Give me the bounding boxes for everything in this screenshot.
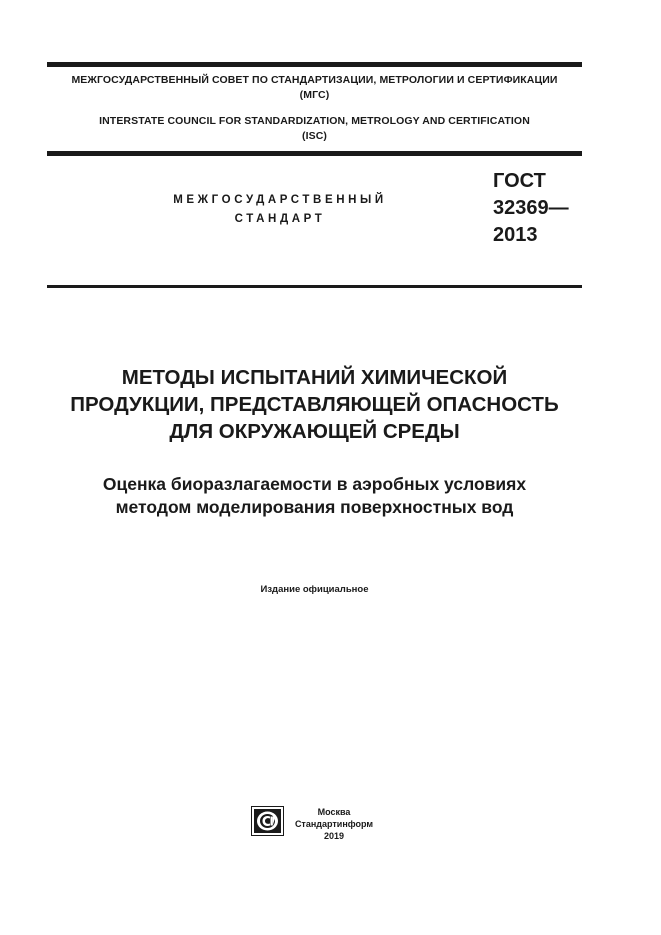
gost-year: 2013 <box>493 224 538 246</box>
standard-type-line1: МЕЖГОСУДАРСТВЕННЫЙ <box>173 194 387 206</box>
publication-year: 2019 <box>323 831 345 841</box>
council-name-en <box>47 114 582 144</box>
standartinform-logo-icon <box>251 806 284 836</box>
subtitle-line2: методом моделирования поверхностных вод <box>115 497 514 517</box>
council-abbr-en: (ISC) <box>302 130 327 142</box>
gost-designation <box>493 168 569 249</box>
council-name-en-line1: INTERSTATE COUNCIL FOR STANDARDIZATION, METROLOGY AND CERTIFICATION <box>99 115 530 127</box>
subtitle-line1: Оценка биоразлагаемости в аэробных условиях <box>102 474 527 494</box>
publisher-city: Москва <box>317 807 351 817</box>
council-abbr-ru: (МГС) <box>299 89 330 101</box>
document-subtitle <box>40 473 589 519</box>
middle-rule <box>47 151 582 156</box>
document-title <box>40 364 589 445</box>
top-rule <box>47 62 582 67</box>
title-line3: ДЛЯ ОКРУЖАЮЩЕЙ СРЕДЫ <box>169 420 460 443</box>
bottom-rule <box>47 285 582 288</box>
title-line2: ПРОДУКЦИИ, ПРЕДСТАВЛЯЮЩЕЙ ОПАСНОСТЬ <box>70 393 559 416</box>
gost-number: 32369— <box>493 197 569 219</box>
gost-prefix: ГОСТ <box>493 170 546 192</box>
council-name-ru-line1: МЕЖГОСУДАРСТВЕННЫЙ СОВЕТ ПО СТАНДАРТИЗАЦИИ, МЕТРОЛОГИИ И СЕРТИФИКАЦИИ <box>71 74 558 86</box>
publisher-name: Стандартинформ <box>294 819 374 829</box>
council-name-ru <box>47 73 582 103</box>
standard-type-line2: СТАНДАРТ <box>234 213 326 225</box>
edition-note: Издание официальное <box>260 584 369 595</box>
publisher-imprint <box>288 806 380 842</box>
title-line1: МЕТОДЫ ИСПЫТАНИЙ ХИМИЧЕСКОЙ <box>121 366 508 389</box>
